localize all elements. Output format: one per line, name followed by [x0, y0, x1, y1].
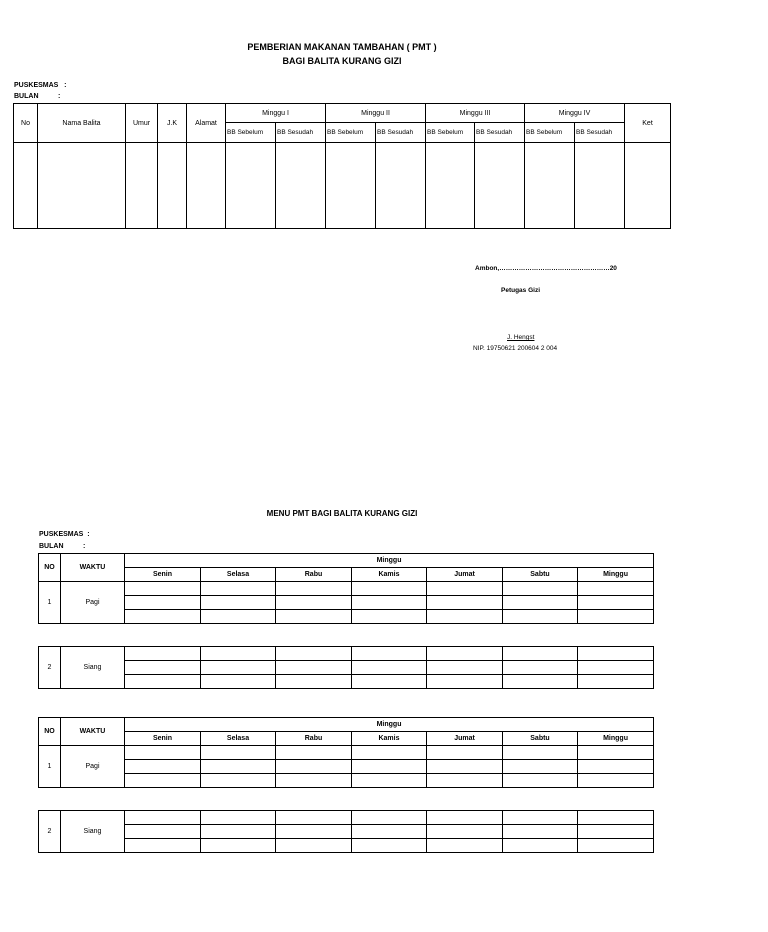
row-no: 2 — [39, 811, 61, 853]
col-no: NO — [39, 718, 61, 746]
table-row — [39, 746, 654, 760]
col-ket: Ket — [625, 104, 671, 143]
col-kamis: Kamis — [352, 568, 427, 582]
row-waktu: Siang — [61, 811, 125, 853]
col-bb-sesudah: BB Sesudah — [376, 123, 426, 143]
row-waktu: Siang — [61, 647, 125, 689]
signature-nip: NIP. 19750621 200604 2 004 — [473, 345, 558, 352]
row-no: 2 — [39, 647, 61, 689]
col-bb-sebelum: BB Sebelum — [426, 123, 475, 143]
col-minggu: Minggu — [125, 554, 654, 568]
signature-place-date: Ambon,……………………………………………20 — [475, 265, 617, 272]
menu-table-2-siang — [38, 810, 654, 853]
col-bb-sebelum: BB Sebelum — [226, 123, 276, 143]
pmt-table — [13, 103, 671, 229]
row-no: 1 — [39, 746, 61, 788]
col-waktu: WAKTU — [61, 554, 125, 582]
col-sabtu: Sabtu — [503, 732, 578, 746]
table-row — [39, 582, 654, 596]
col-alamat: Alamat — [187, 104, 226, 143]
doc1-puskesmas-label: PUSKESMAS : — [14, 82, 67, 89]
col-kamis: Kamis — [352, 732, 427, 746]
row-no: 1 — [39, 582, 61, 624]
col-no: NO — [39, 554, 61, 582]
col-rabu: Rabu — [276, 568, 352, 582]
doc2-bulan-label: BULAN : — [39, 543, 86, 550]
menu-table-1 — [38, 553, 654, 624]
col-bb-sesudah: BB Sesudah — [475, 123, 525, 143]
col-no: No — [14, 104, 38, 143]
col-umur: Umur — [126, 104, 158, 143]
col-minggu: Minggu — [125, 718, 654, 732]
col-rabu: Rabu — [276, 732, 352, 746]
col-waktu: WAKTU — [61, 718, 125, 746]
signature-role: Petugas Gizi — [501, 287, 541, 294]
col-week-1: Minggu I — [226, 104, 326, 123]
col-senin: Senin — [125, 732, 201, 746]
col-jumat: Jumat — [427, 732, 503, 746]
col-selasa: Selasa — [201, 732, 276, 746]
col-week-3: Minggu III — [426, 104, 525, 123]
col-minggu-day: Minggu — [578, 732, 654, 746]
col-bb-sesudah: BB Sesudah — [575, 123, 625, 143]
col-bb-sesudah: BB Sesudah — [276, 123, 326, 143]
doc1-title-line2: BAGI BALITA KURANG GIZI — [282, 56, 402, 66]
col-week-2: Minggu II — [326, 104, 426, 123]
menu-table-1-siang — [38, 646, 654, 689]
doc1-bulan-label: BULAN : — [14, 93, 61, 100]
row-waktu: Pagi — [61, 582, 125, 624]
col-bb-sebelum: BB Sebelum — [525, 123, 575, 143]
menu-table-2 — [38, 717, 654, 788]
col-minggu-day: Minggu — [578, 568, 654, 582]
col-sabtu: Sabtu — [503, 568, 578, 582]
col-jk: J.K — [158, 104, 187, 143]
doc1-title-line1: PEMBERIAN MAKANAN TAMBAHAN ( PMT ) — [247, 42, 437, 52]
signature-name: J. Hengst — [507, 334, 535, 341]
col-nama-balita: Nama Balita — [38, 104, 126, 143]
col-senin: Senin — [125, 568, 201, 582]
col-selasa: Selasa — [201, 568, 276, 582]
table-row — [39, 811, 654, 825]
doc2-puskesmas-label: PUSKESMAS : — [39, 531, 90, 538]
table-row — [14, 143, 671, 229]
col-week-4: Minggu IV — [525, 104, 625, 123]
doc2-title: MENU PMT BAGI BALITA KURANG GIZI — [266, 509, 418, 518]
col-bb-sebelum: BB Sebelum — [326, 123, 376, 143]
col-jumat: Jumat — [427, 568, 503, 582]
row-waktu: Pagi — [61, 746, 125, 788]
table-row — [39, 647, 654, 661]
